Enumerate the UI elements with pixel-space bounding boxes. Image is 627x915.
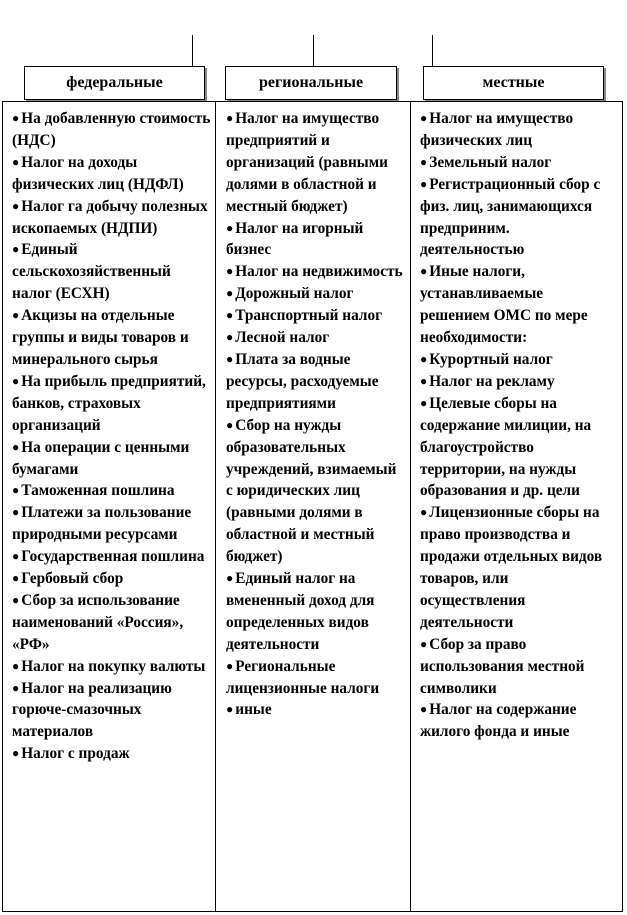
tax-list-item <box>420 108 612 152</box>
tax-list-item <box>12 196 212 240</box>
tax-list-item <box>12 305 212 371</box>
bullet-icon: ● <box>420 373 428 388</box>
tax-list-item <box>420 371 612 393</box>
bullet-icon: ● <box>12 439 20 454</box>
regional-column <box>226 108 406 721</box>
local-tax-list <box>420 108 612 743</box>
tax-list-item <box>12 437 212 481</box>
bullet-icon: ● <box>420 176 428 191</box>
header-local <box>423 66 604 100</box>
bullet-icon: ● <box>226 351 234 366</box>
bullet-icon: ● <box>420 636 428 651</box>
tax-list-item <box>226 656 406 700</box>
tax-list-item <box>12 371 212 437</box>
tax-item-text: Иные налоги, устанавливаемые решением ОМС по мере необходимости: <box>420 263 588 347</box>
tax-list-item <box>226 261 406 283</box>
tax-item-text: Налог на имущество предприятий и организаций (равными долями в областной и местный бюджет) <box>226 110 388 215</box>
tax-list-item <box>226 218 406 262</box>
federal-tax-list <box>12 108 212 765</box>
bullet-icon: ● <box>420 154 428 169</box>
column-separator-1 <box>215 101 216 912</box>
bullet-icon: ● <box>12 549 20 564</box>
tax-item-text: Налог на рекламу <box>429 372 555 390</box>
tax-item-text: Налог на доходы физических лиц (НДФЛ) <box>12 153 184 193</box>
tax-item-text: Курортный налог <box>429 350 553 368</box>
bullet-icon: ● <box>420 702 428 717</box>
tax-list-item <box>226 327 406 349</box>
bullet-icon: ● <box>226 702 234 717</box>
column-separator-2 <box>410 101 411 912</box>
tax-item-text: Налог на покупку валюты <box>21 657 206 675</box>
tax-item-text: Гербовый сбор <box>21 570 124 588</box>
bullet-icon: ● <box>420 264 428 279</box>
bullet-icon: ● <box>226 571 234 586</box>
bullet-icon: ● <box>12 483 20 498</box>
bullet-icon: ● <box>12 505 20 520</box>
tax-item-text: Налог с продаж <box>21 745 130 763</box>
bullet-icon: ● <box>226 330 234 345</box>
bullet-icon: ● <box>12 746 20 761</box>
tax-list-item <box>226 568 406 656</box>
bullet-icon: ● <box>226 220 234 235</box>
tax-list-item <box>12 678 212 744</box>
bullet-icon: ● <box>420 111 428 125</box>
tax-list-item <box>226 305 406 327</box>
tax-item-text: Налог на содержание жилого фонда и иные <box>420 701 577 741</box>
tax-item-text: На добавленную стоимость (НДС) <box>12 110 211 149</box>
tax-item-text: Налог на имущество физических лиц <box>420 110 574 149</box>
tax-item-text: Целевые сборы на содержание милиции, на благоустройство территории, на нужды образования и др. цели <box>420 394 592 500</box>
header-federal <box>24 66 205 100</box>
bullet-icon: ● <box>12 308 20 323</box>
bullet-icon: ● <box>226 111 234 125</box>
tax-list-item <box>420 502 612 633</box>
bullet-icon: ● <box>420 351 428 366</box>
tax-list-item <box>12 568 212 590</box>
tax-item-text: Сбор за право использования местной символики <box>420 635 585 697</box>
tax-list-item <box>12 239 212 305</box>
tax-item-text: Плата за водные ресурсы, расходуемые предприятиями <box>226 350 379 412</box>
tax-item-text: Акцизы на отдельные группы и виды товаров и минерального сырья <box>12 307 189 368</box>
tax-item-text: На прибыль предприятий, банков, страховых организаций <box>12 372 206 434</box>
tax-list-item <box>420 393 612 503</box>
bullet-icon: ● <box>226 417 234 432</box>
tax-item-text: Региональные лицензионные налоги <box>226 657 380 697</box>
tax-item-text: Единый налог на вмененный доход для определенных видов деятельности <box>226 570 375 653</box>
tax-item-text: Регистрационный сбор с физ. лиц, занимающихся предприним. деятельностью <box>420 175 601 259</box>
bullet-icon: ● <box>226 658 234 673</box>
tax-item-text: Налог на игорный бизнес <box>226 219 364 259</box>
tax-item-text: Сбор за использование наименований «Россия», «РФ» <box>12 591 184 653</box>
connector-line-local <box>432 35 433 66</box>
tax-item-text: Земельный налог <box>429 153 552 171</box>
tax-list-item <box>420 174 612 262</box>
tax-item-text: Налог га добычу полезных ископаемых (НДПИ) <box>12 197 208 237</box>
tax-item-text: Платежи за пользование природными ресурсами <box>12 504 192 544</box>
header-federal-label: федеральные <box>66 74 163 91</box>
header-local-label: местные <box>482 74 545 91</box>
tax-item-text: Дорожный налог <box>235 285 354 303</box>
tax-list-item <box>420 152 612 174</box>
bullet-icon: ● <box>12 680 20 695</box>
bullet-icon: ● <box>12 198 20 213</box>
bullet-icon: ● <box>12 592 20 607</box>
connector-line-federal <box>192 35 193 66</box>
tax-list-item <box>420 349 612 371</box>
bullet-icon: ● <box>226 308 234 323</box>
bullet-icon: ● <box>12 373 20 388</box>
tax-list-item <box>12 743 212 765</box>
tax-list-item <box>226 108 406 218</box>
bullet-icon: ● <box>12 571 20 586</box>
local-column <box>420 108 612 743</box>
header-regional-label: региональные <box>258 74 364 91</box>
tax-list-item <box>12 546 212 568</box>
bullet-icon: ● <box>12 658 20 673</box>
tax-list-item <box>226 415 406 568</box>
tax-list-item <box>12 590 212 656</box>
tax-list-item <box>226 349 406 415</box>
tax-item-text: Транспортный налог <box>235 307 383 325</box>
tax-list-item <box>420 634 612 700</box>
tax-list-item <box>12 152 212 196</box>
regional-tax-list <box>226 108 406 721</box>
tax-list-item <box>12 502 212 546</box>
bullet-icon: ● <box>420 395 428 410</box>
federal-column <box>12 108 212 765</box>
tax-item-text: иные <box>235 701 272 719</box>
tax-item-text: Единый сельскохозяйственный налог (ЕСХН) <box>12 241 171 303</box>
bullet-icon: ● <box>226 264 234 279</box>
bullet-icon: ● <box>12 111 20 125</box>
tax-list-item <box>226 283 406 305</box>
tax-item-text: Сбор на нужды образовательных учреждений, взимаемый с юридических лиц (равными долями в областной и местный бюджет) <box>226 416 397 566</box>
tax-list-item <box>12 480 212 502</box>
tax-list-item <box>12 656 212 678</box>
tax-item-text: Лесной налог <box>235 329 330 347</box>
tax-item-text: Налог на реализацию горюче-смазочных материалов <box>12 679 172 741</box>
tax-item-text: Государственная пошлина <box>21 548 205 566</box>
tax-list-item <box>12 108 212 152</box>
tax-item-text: Таможенная пошлина <box>21 482 175 500</box>
bullet-icon: ● <box>226 286 234 301</box>
bullet-icon: ● <box>12 154 20 169</box>
tax-list-item <box>420 699 612 743</box>
tax-list-item <box>420 261 612 349</box>
tax-list-item <box>226 699 406 721</box>
header-regional <box>225 66 397 100</box>
tax-item-text: На операции с ценными бумагами <box>12 438 190 478</box>
tax-item-text: Налог на недвижимость <box>235 263 403 281</box>
tax-item-text: Лицензионные сборы на право производства и продажи отдельных видов товаров, или осуществления деятельности <box>420 504 603 631</box>
bullet-icon: ● <box>420 505 428 520</box>
connector-line-regional <box>313 35 314 66</box>
bullet-icon: ● <box>12 242 20 257</box>
